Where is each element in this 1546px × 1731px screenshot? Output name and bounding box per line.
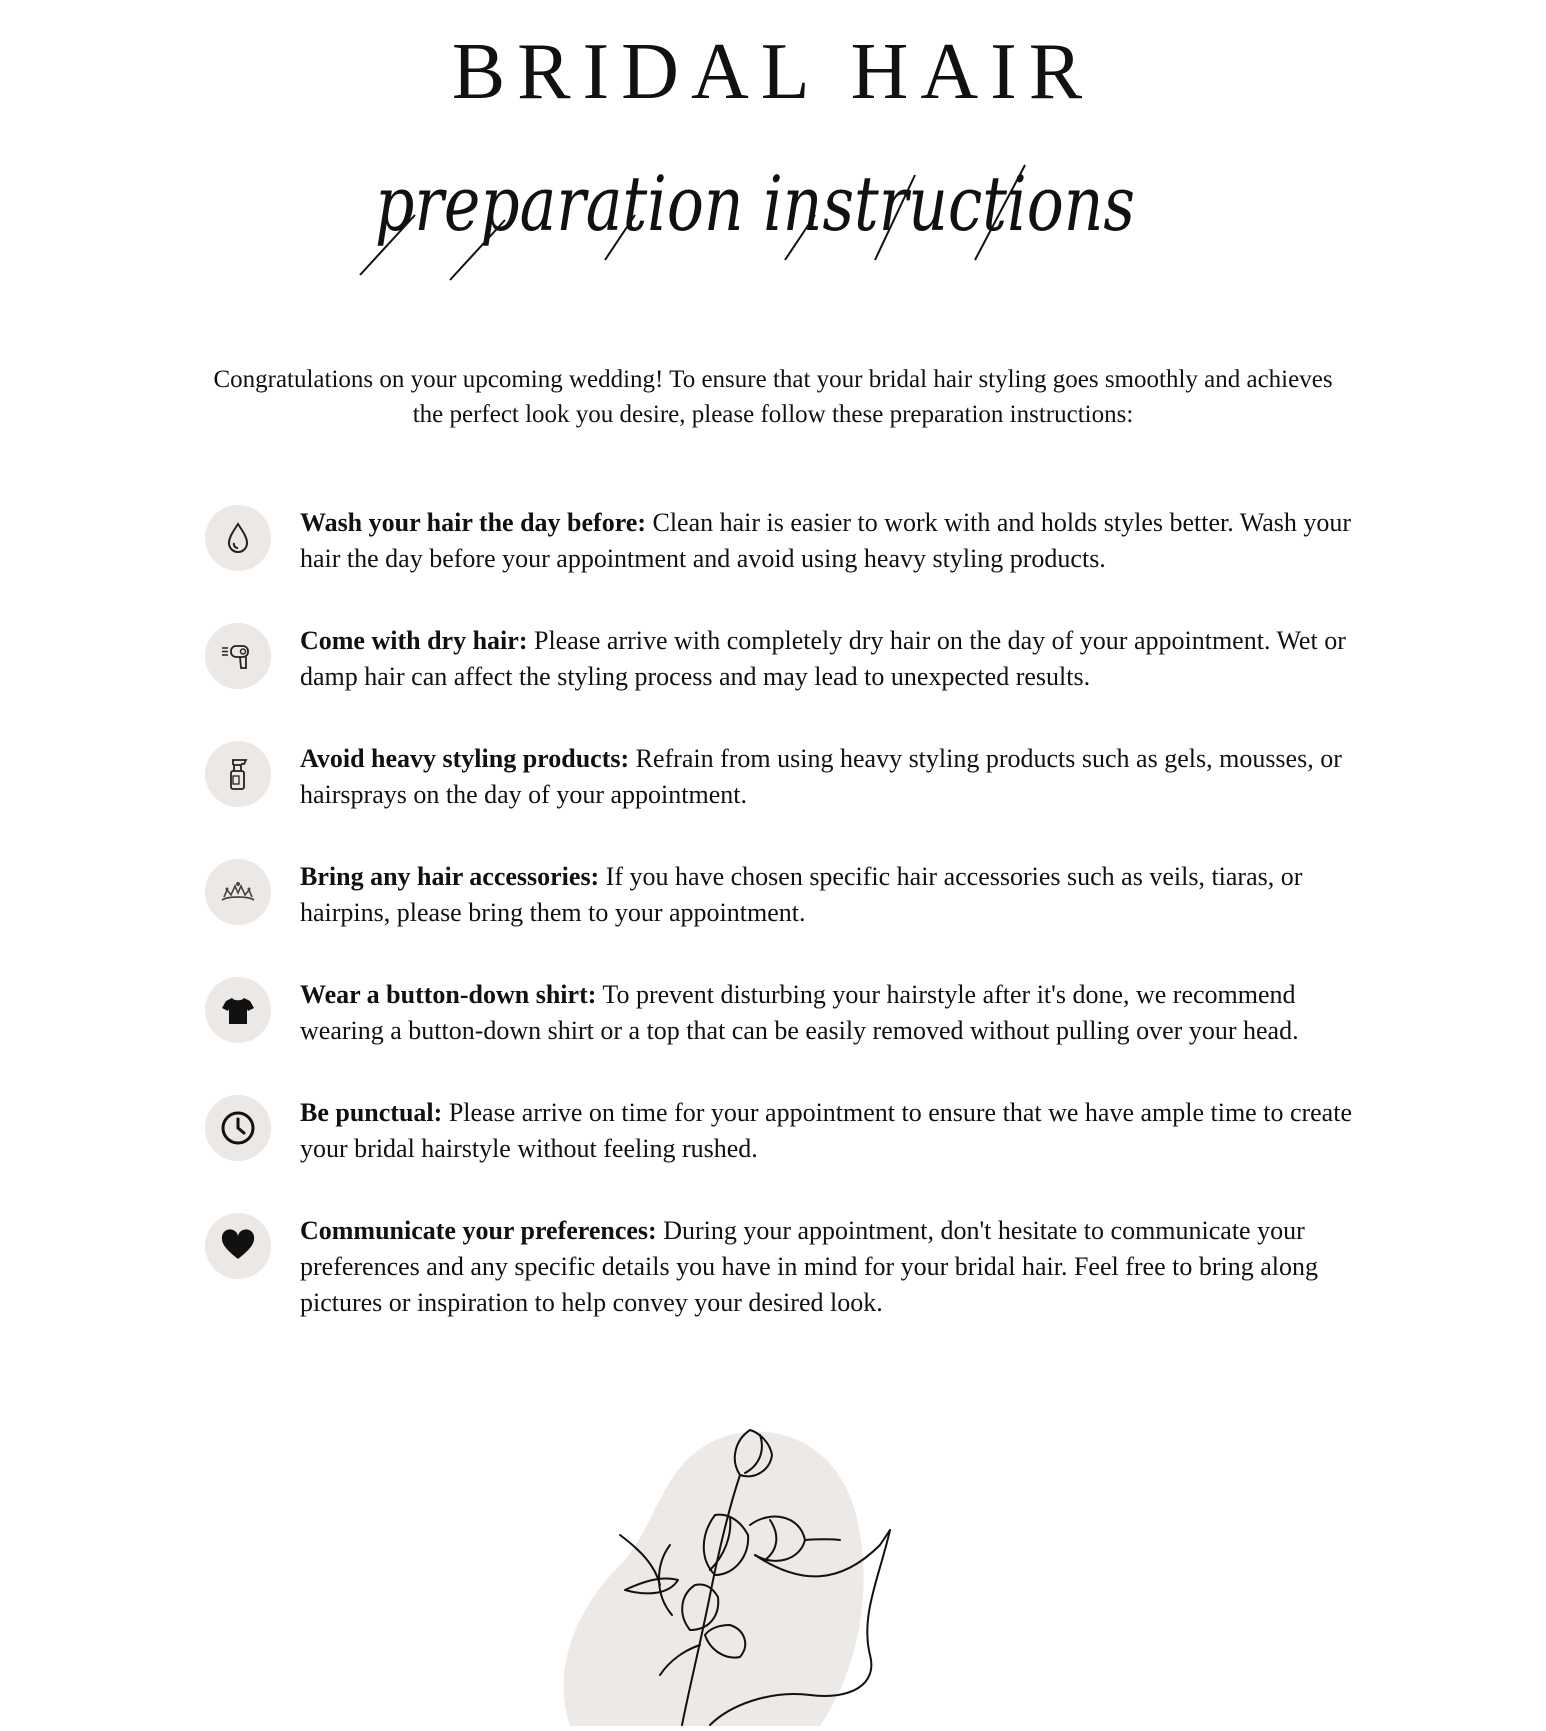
list-item-body: During your appointment, don't hesitate to communicate your preferences and any specific details you have in mind for your bridal hair. Feel free to bring along pictures or inspiration to help convey your desired look.: [300, 1216, 1318, 1317]
list-item-title: Wear a button-down shirt:: [300, 980, 597, 1009]
list-item-body: Please arrive with completely dry hair on the day of your appointment. Wet or damp hair can affect the styling process and may lead to unexpected results.: [300, 626, 1346, 691]
page-title: BRIDAL HAIR: [451, 28, 1095, 116]
list-item-title: Come with dry hair:: [300, 626, 528, 655]
list-item-body: Refrain from using heavy styling products such as gels, mousses, or hairsprays on the day of your appointment.: [300, 744, 1342, 809]
list-item-title: Communicate your preferences:: [300, 1216, 657, 1245]
list-item-text: [300, 623, 1360, 695]
script-subtitle: [355, 155, 1155, 285]
spray-bottle-icon: [205, 741, 271, 807]
list-item-text: [300, 1095, 1360, 1167]
clock-icon: [205, 1095, 271, 1161]
list-item-text: [300, 1213, 1360, 1321]
heart-icon: [205, 1213, 271, 1279]
list-item-body: To prevent disturbing your hairstyle after it's done, we recommend wearing a button-down shirt or a top that can be easily removed without pulling over your head.: [300, 980, 1299, 1045]
shirt-icon: [205, 977, 271, 1043]
tiara-icon: [205, 859, 271, 925]
floral-illustration: [560, 1425, 980, 1726]
list-item-body: Please arrive on time for your appointment to ensure that we have ample time to create your bridal hairstyle without feeling rushed.: [300, 1098, 1352, 1163]
list-item-title: Bring any hair accessories:: [300, 862, 600, 891]
water-drop-icon: [205, 505, 271, 571]
list-item-text: [300, 741, 1360, 813]
list-item-title: Be punctual:: [300, 1098, 443, 1127]
list-item-text: [300, 505, 1360, 577]
list-item-text: [300, 859, 1360, 931]
list-item-title: Wash your hair the day before:: [300, 508, 646, 537]
list-item-text: [300, 977, 1360, 1049]
hair-dryer-icon: [205, 623, 271, 689]
list-item-body: If you have chosen specific hair accessories such as veils, tiaras, or hairpins, please bring them to your appointment.: [300, 862, 1303, 927]
list-item-title: Avoid heavy styling products:: [300, 744, 630, 773]
list-item-body: Clean hair is easier to work with and holds styles better. Wash your hair the day before your appointment and avoid using heavy styling products.: [300, 508, 1352, 573]
intro-paragraph: Congratulations on your upcoming wedding! To ensure that your bridal hair styling goes smoothly and achieves the perfect look you desire, please follow these preparation instructions:: [213, 366, 1333, 428]
subtitle-text: preparation instructions: [375, 159, 1135, 248]
